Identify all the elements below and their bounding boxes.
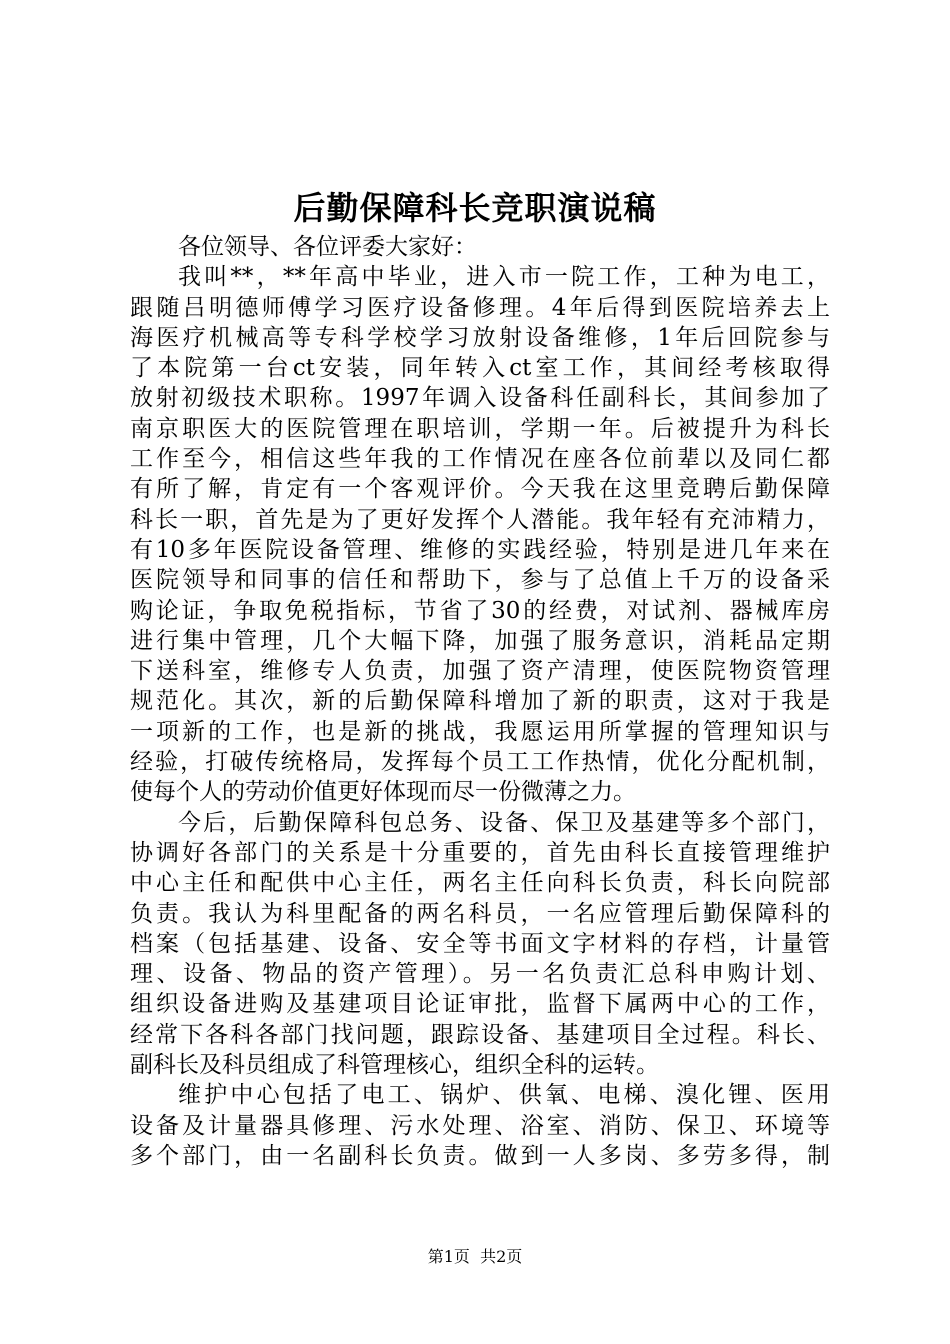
text-line: 今后，后勤保障科包总务、设备、保卫及基建等多个部门， — [178, 809, 830, 836]
text-line: 有10多年医院设备管理、维修的实践经验，特别是进几年来在 — [130, 536, 830, 563]
text-line: 理、设备、物品的资产管理）。另一名负责汇总科申购计划、 — [130, 961, 830, 988]
text-line: 科长一职，首先是为了更好发挥个人潜能。我年轻有充沛精力， — [130, 506, 830, 533]
text-line: 跟随吕明德师傅学习医疗设备修理。4年后得到医院培养去上 — [130, 294, 830, 321]
text-line: 海医疗机械高等专科学校学习放射设备维修，1年后回院参与 — [130, 324, 830, 351]
text-line: 档案（包括基建、设备、安全等书面文字材料的存档，计量管 — [130, 930, 830, 957]
text-line: 进行集中管理，几个大幅下降，加强了服务意识，消耗品定期 — [130, 627, 830, 654]
text-line: 购论证，争取免税指标，节省了30的经费，对试剂、器械库房 — [130, 597, 830, 624]
text-line: 多个部门，由一名副科长负责。做到一人多岗、多劳多得，制 — [130, 1142, 830, 1169]
text-line: 有所了解，肯定有一个客观评价。今天我在这里竞聘后勤保障 — [130, 476, 830, 503]
text-line: 使每个人的劳动价值更好体现而尽一份微薄之力。 — [130, 779, 636, 806]
text-line: 放射初级技术职称。1997年调入设备科任副科长，其间参加了 — [130, 385, 830, 412]
text-line: 组织设备进购及基建项目论证审批，监督下属两中心的工作， — [130, 991, 830, 1018]
text-line: 各位领导、各位评委大家好： — [178, 234, 477, 260]
document-title: 后勤保障科长竞职演说稿 — [293, 189, 657, 227]
text-line: 设备及计量器具修理、污水处理、浴室、消防、保卫、环境等 — [130, 1112, 830, 1139]
page-footer: 第1页 共2页 — [427, 1247, 523, 1266]
text-line: 南京职医大的医院管理在职培训，学期一年。后被提升为科长 — [130, 415, 830, 442]
text-line: 工作至今，相信这些年我的工作情况在座各位前辈以及同仁都 — [130, 446, 830, 473]
text-line: 协调好各部门的关系是十分重要的，首先由科长直接管理维护 — [130, 839, 830, 866]
text-line: 经验，打破传统格局，发挥每个员工工作热情，优化分配机制， — [130, 749, 830, 776]
document-body — [130, 232, 830, 1171]
text-line: 维护中心包括了电工、锅炉、供氧、电梯、溴化锂、医用 — [178, 1082, 830, 1109]
text-line: 医院领导和同事的信任和帮助下，参与了总值上千万的设备采 — [130, 567, 830, 594]
text-line: 中心主任和配供中心主任，两名主任向科长负责，科长向院部 — [130, 870, 830, 897]
text-line: 了本院第一台ct安装，同年转入ct室工作，其间经考核取得 — [130, 355, 830, 382]
text-line: 一项新的工作，也是新的挑战，我愿运用所掌握的管理知识与 — [130, 718, 830, 745]
text-line: 我叫**，**年高中毕业，进入市一院工作，工种为电工， — [178, 264, 830, 291]
text-line: 经常下各科各部门找问题，跟踪设备、基建项目全过程。科长、 — [130, 1021, 830, 1048]
text-line: 规范化。其次，新的后勤保障科增加了新的职责，这对于我是 — [130, 688, 830, 715]
text-line: 副科长及科员组成了科管理核心，组织全科的运转。 — [130, 1052, 659, 1079]
text-line: 负责。我认为科里配备的两名科员，一名应管理后勤保障科的 — [130, 900, 830, 927]
text-line: 下送科室，维修专人负责，加强了资产清理，使医院物资管理 — [130, 658, 830, 685]
